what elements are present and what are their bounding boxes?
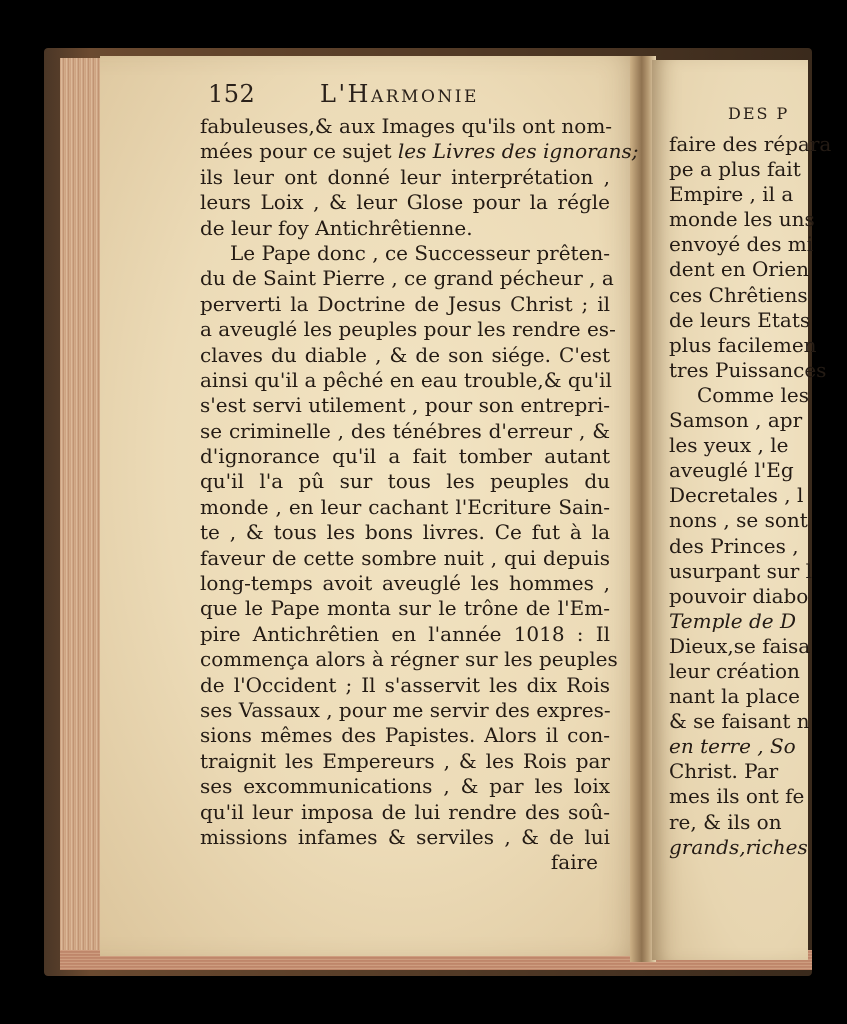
text-line: monde les uns <box>669 207 815 232</box>
text-line: ils leur ont donné leur interprétation , <box>200 164 610 189</box>
right-page-text <box>669 132 831 860</box>
text-line: ses Vassaux , pour me servir des expres- <box>200 697 611 722</box>
text-line: & se faisant n <box>669 709 810 734</box>
text-line: qu'il l'a pû sur tous les peuples du <box>200 469 610 494</box>
text-line: re, & ils on <box>669 809 782 834</box>
text-line: Empire , il a <box>669 182 794 207</box>
text-line: te , & tous les bons livres. Ce fut à la <box>200 520 610 545</box>
text-line: traignit les Empereurs , & les Rois par <box>200 748 610 773</box>
text-line: d'ignorance qu'il a fait tomber autant <box>200 444 610 469</box>
text-line: du de Saint Pierre , ce grand pécheur , a <box>200 266 614 291</box>
text-line: qu'il leur imposa de lui rendre des soû- <box>200 799 610 824</box>
text-line: monde , en leur cachant l'Ecriture Sain- <box>200 494 610 519</box>
text-line: nant la place <box>669 684 800 709</box>
text-line: en terre , So <box>669 734 796 759</box>
text-line: pe a plus fait <box>669 157 801 182</box>
text-line: les yeux , le <box>669 433 789 458</box>
text-line: mes ils ont fe <box>669 784 805 809</box>
text-line: de leur foy Antichrêtienne. <box>200 215 473 240</box>
text-line: faveur de cette sombre nuit , qui depuis <box>200 545 610 570</box>
right-running-head: DES P <box>728 104 790 123</box>
text-line: pouvoir diabo <box>669 583 809 608</box>
text-line: ces Chrêtiens <box>669 282 808 307</box>
text-line: usurpant sur l <box>669 558 813 583</box>
text-line: envoyé des mi <box>669 232 814 257</box>
text-line: que le Pape monta sur le trône de l'Em- <box>200 596 610 621</box>
text-line: ainsi qu'il a pêché en eau trouble,& qu'il <box>200 367 612 392</box>
text-line: commença alors à régner sur les peuples <box>200 647 618 672</box>
italic-phrase: les Livres des ignorans; <box>397 139 639 164</box>
text-line: nons , se sont <box>669 508 808 533</box>
text-line: grands,riches <box>669 834 808 859</box>
text-line: de l'Occident ; Il s'asservit les dix Rois <box>200 672 610 697</box>
text-line: faire des répara <box>669 132 832 156</box>
text-line: Dieux,se faisa <box>669 633 811 658</box>
text-line: s'est servi utilement , pour son entrepri- <box>200 393 610 418</box>
text-line: missions infames & serviles , & de lui <box>200 824 610 849</box>
text-line: long-temps avoit aveuglé les hommes , <box>200 571 610 596</box>
page-number: 152 <box>208 80 256 108</box>
text-line: perverti la Doctrine de Jesus Christ ; il <box>200 291 610 316</box>
running-head: L'Harmonie <box>320 80 479 108</box>
text-line: sions mêmes des Papistes. Alors il con- <box>200 723 610 748</box>
text-line: leurs Loix , & leur Glose pour la régle <box>200 190 610 215</box>
text-line: ses excommunications , & par les loix <box>200 774 610 799</box>
text-line: Le Pape donc , ce Successeur prêten- <box>230 240 611 265</box>
text-line: a aveuglé les peuples pour les rendre es- <box>200 317 616 342</box>
text-line: leur création <box>669 658 800 683</box>
catchword: faire <box>550 850 598 875</box>
text-line: mées pour ce sujet les Livres des ignorans; <box>200 139 639 164</box>
text-line: pire Antichrêtien en l'année 1018 : Il <box>200 621 610 646</box>
text-line: claves du diable , & de son siége. C'est <box>200 342 610 367</box>
text-line: des Princes , <box>669 533 799 558</box>
text-line: dent en Orien <box>669 257 810 282</box>
text-line: de leurs Etats <box>669 307 811 332</box>
text-line: plus facilemen <box>669 332 817 357</box>
text-line: Decretales , l <box>669 483 804 508</box>
text-line: fabuleuses,& aux Images qu'ils ont nom- <box>200 114 613 138</box>
text-line: aveuglé l'Eg <box>669 458 794 483</box>
text-line: se criminelle , des ténébres d'erreur , & <box>200 418 610 443</box>
text-line: Christ. Par <box>669 759 779 784</box>
text-line: Samson , apr <box>669 408 803 433</box>
left-page-text <box>200 114 639 876</box>
text-line: Temple de D <box>669 608 797 633</box>
text-line: tres Puissances <box>669 357 827 382</box>
text-line: Comme les <box>697 382 809 407</box>
